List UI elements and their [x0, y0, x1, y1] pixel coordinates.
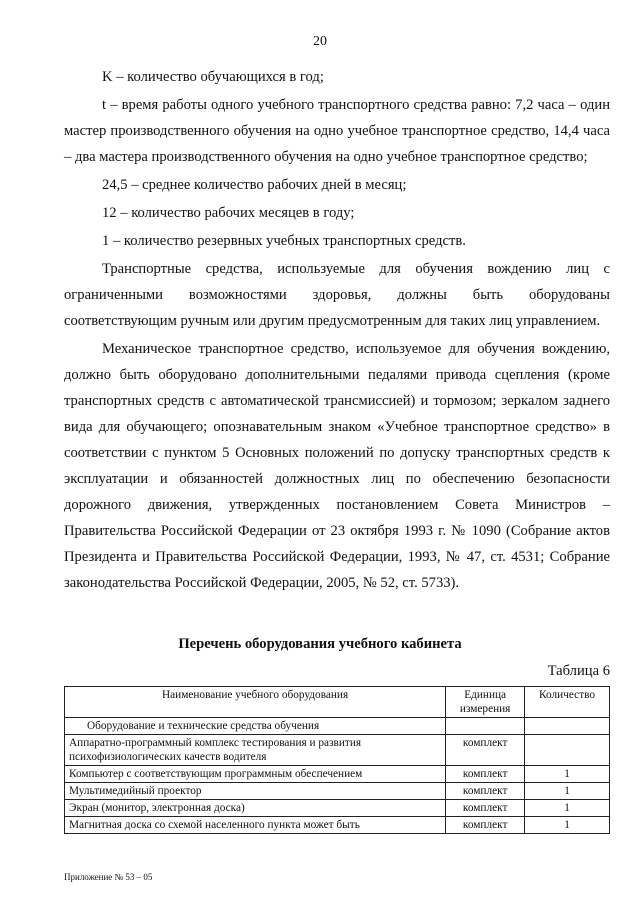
row-unit: комплект	[446, 735, 525, 766]
row-unit: комплект	[446, 783, 525, 800]
row-name: Аппаратно-программный комплекс тестирования и развития психофизиологических качеств водителя	[65, 735, 446, 766]
table-row	[65, 735, 610, 766]
table-row	[65, 783, 610, 800]
table-header-row	[65, 687, 610, 718]
table-row	[65, 800, 610, 817]
row-name: Мультимедийный проектор	[65, 783, 446, 800]
row-unit: комплект	[446, 800, 525, 817]
header-name: Наименование учебного оборудования	[65, 687, 446, 718]
table-group-row	[65, 718, 610, 735]
body-text	[64, 64, 610, 596]
row-unit: комплект	[446, 817, 525, 834]
row-qty	[525, 735, 610, 766]
table-row	[65, 817, 610, 834]
footer-note: Приложение № 53 – 05	[64, 872, 153, 882]
group-title: Оборудование и технические средства обучения	[65, 718, 446, 735]
paragraph-t: t – время работы одного учебного транспортного средства равно: 7,2 часа – один мастер производственного обучения на одно учебное транспортное средство, 14,4 часа – два мастера производственного обучения на одно учебное транспортное средство;	[64, 97, 610, 165]
row-unit: комплект	[446, 766, 525, 783]
row-qty: 1	[525, 766, 610, 783]
paragraph-disabled-drivers: Транспортные средства, используемые для обучения вождению лиц с ограниченными возможностями здоровья, должны быть оборудованы соответствующим ручным или другим предусмотренным для таких лиц управлением.	[64, 261, 610, 329]
header-unit: Единица измерения	[446, 687, 525, 718]
page-number: 20	[313, 34, 327, 49]
table-row	[65, 766, 610, 783]
row-qty: 1	[525, 783, 610, 800]
row-qty: 1	[525, 817, 610, 834]
equipment-table	[64, 686, 610, 834]
paragraph-k: K – количество обучающихся в год;	[102, 69, 324, 85]
row-name: Магнитная доска со схемой населенного пункта может быть	[65, 817, 446, 834]
table-label: Таблица 6	[547, 663, 610, 679]
header-qty: Количество	[525, 687, 610, 718]
paragraph-months: 12 – количество рабочих месяцев в году;	[102, 205, 355, 221]
row-name: Компьютер с соответствующим программным обеспечением	[65, 766, 446, 783]
paragraph-days: 24,5 – среднее количество рабочих дней в месяц;	[102, 177, 407, 193]
paragraph-reserve: 1 – количество резервных учебных транспортных средств.	[102, 233, 466, 249]
row-name: Экран (монитор, электронная доска)	[65, 800, 446, 817]
row-qty: 1	[525, 800, 610, 817]
section-heading: Перечень оборудования учебного кабинета	[178, 636, 462, 652]
paragraph-mechanical-vehicle: Механическое транспортное средство, используемое для обучения вождению, должно быть оборудовано дополнительными педалями привода сцепления (кроме транспортных средств с автоматической трансмиссией) и тормозом; зеркалом заднего вида для обучающего; опознавательным знаком «Учебное транспортное средство» в соответствии с пунктом 5 Основных положений по допуску транспортных средств к эксплуатации и обязанностей должностных лиц по обеспечению безопасности дорожного движения, утвержденных постановлением Совета Министров – Правительства Российской Федерации от 23 октября 1993 г. № 1090 (Собрание актов Президента и Правительства Российской Федерации, 1993, № 47, ст. 4531; Собрание законодательства Российской Федерации, 2005, № 52, ст. 5733).	[64, 341, 610, 591]
